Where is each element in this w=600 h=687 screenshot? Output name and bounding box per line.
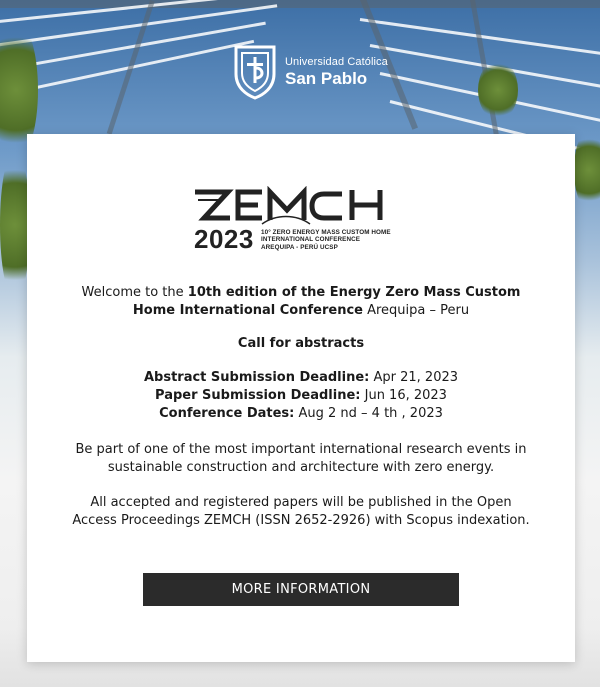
announcement-body xyxy=(27,284,575,530)
university-name: San Pablo xyxy=(285,69,368,88)
university-line: Universidad Católica xyxy=(285,56,388,68)
university-logo[interactable] xyxy=(233,44,388,100)
call-for-abstracts: Call for abstracts xyxy=(237,336,365,351)
key-dates xyxy=(27,369,575,423)
publication-text: All accepted and registered papers will be published in the Open Access Proceedings ZEMCH (ISSN 2652-2926) with Scopus indexation. xyxy=(72,495,530,528)
brand-subtitle: 10° ZERO ENERGY MASS CUSTOM HOME INTERNATIONAL CONFERENCE AREQUIPA - PERÚ UCSP xyxy=(261,229,391,251)
university-shield-icon xyxy=(233,44,277,100)
conference-dates: Conference Dates: Aug 2 nd – 4 th , 2023 xyxy=(159,406,443,421)
intro-text: Welcome to the 10th edition of the Energy Zero Mass Custom Home International Conference Arequipa – Peru xyxy=(81,285,521,318)
more-information-button[interactable]: MORE INFORMATION xyxy=(143,573,459,606)
paper-deadline: Paper Submission Deadline: Jun 16, 2023 xyxy=(155,388,447,403)
zemch-logo xyxy=(192,186,412,254)
zemch-wordmark-icon xyxy=(192,186,412,226)
brand-year: 2023 xyxy=(194,224,254,254)
announcement-card xyxy=(27,134,575,662)
abstract-deadline: Abstract Submission Deadline: Apr 21, 2023 xyxy=(143,370,459,385)
part-of-text: Be part of one of the most important international research events in sustainable construction and architecture with zero energy. xyxy=(75,442,527,475)
